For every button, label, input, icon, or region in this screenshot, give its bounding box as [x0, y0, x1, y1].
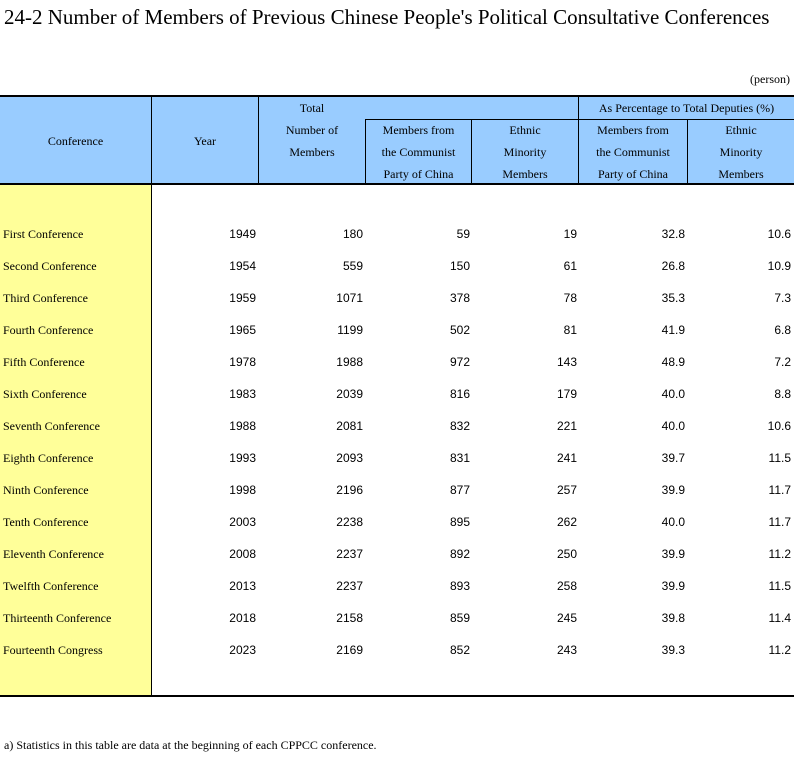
cell-ethnic: 250: [556, 547, 577, 561]
cell-year: 2008: [229, 547, 256, 561]
cell-pct-cpc: 48.9: [661, 355, 685, 369]
cell-year: 1959: [229, 291, 256, 305]
table-row: [0, 378, 794, 410]
footnote: a) Statistics in this table are data at the beginning of each CPPCC conference.: [4, 738, 377, 752]
cell-ethnic: 243: [556, 643, 577, 657]
cell-conference: Fifth Conference: [3, 355, 85, 369]
cell-pct-cpc: 40.0: [661, 515, 685, 529]
cell-year: 1993: [229, 451, 256, 465]
cell-ethnic: 19: [563, 227, 577, 241]
cell-cpc: 895: [449, 515, 470, 529]
cell-conference: Tenth Conference: [3, 515, 89, 529]
page-title: 24-2 Number of Members of Previous Chinese People's Political Consultative Conferences: [4, 5, 770, 29]
cell-ethnic: 241: [556, 451, 577, 465]
header-total-line1: Number of: [285, 123, 339, 137]
header-total-top: Total: [299, 101, 325, 115]
cell-total: 2196: [336, 483, 363, 497]
cell-pct-cpc: 39.3: [661, 643, 685, 657]
cell-pct-ethnic: 10.9: [767, 259, 791, 273]
header-pct-ethnic-line3: Members: [718, 167, 764, 181]
cell-pct-ethnic: 8.8: [774, 387, 791, 401]
cell-pct-ethnic: 7.2: [774, 355, 791, 369]
header-cpc-line3: Party of China: [383, 167, 454, 181]
cell-pct-ethnic: 11.7: [768, 483, 791, 497]
cell-conference: First Conference: [3, 227, 84, 241]
cell-year: 1954: [229, 259, 256, 273]
cell-ethnic: 81: [563, 323, 577, 337]
cell-ethnic: 257: [556, 483, 577, 497]
header-ethnic-line2: Minority: [503, 145, 547, 159]
cell-year: 2003: [229, 515, 256, 529]
cell-pct-cpc: 41.9: [661, 323, 685, 337]
cell-conference: Ninth Conference: [3, 483, 89, 497]
cell-cpc: 502: [449, 323, 470, 337]
cell-cpc: 816: [449, 387, 470, 401]
table-row: [0, 314, 794, 346]
cell-total: 1988: [336, 355, 363, 369]
cell-pct-ethnic: 11.4: [768, 611, 791, 625]
cell-cpc: 378: [449, 291, 470, 305]
cell-total: 559: [342, 259, 363, 273]
cell-cpc: 832: [449, 419, 470, 433]
cell-pct-cpc: 40.0: [661, 387, 685, 401]
cell-total: 1199: [337, 323, 363, 337]
table-row: [0, 410, 794, 442]
table-row: [0, 570, 794, 602]
cell-cpc: 150: [449, 259, 470, 273]
cell-ethnic: 258: [556, 579, 577, 593]
unit-label: (person): [750, 72, 790, 86]
header-total-line2: Members: [289, 145, 335, 159]
header-pct-group: As Percentage to Total Deputies (%): [598, 101, 775, 115]
cell-conference: Twelfth Conference: [3, 579, 99, 593]
cell-ethnic: 245: [556, 611, 577, 625]
cell-pct-cpc: 39.9: [661, 483, 685, 497]
table-row: [0, 250, 794, 282]
cell-ethnic: 179: [556, 387, 577, 401]
cell-total: 2158: [336, 611, 363, 625]
cell-year: 2018: [229, 611, 256, 625]
cell-ethnic: 143: [556, 355, 577, 369]
cell-year: 1965: [229, 323, 256, 337]
header-pct-cpc-line3: Party of China: [598, 167, 668, 181]
cell-pct-ethnic: 11.2: [768, 547, 791, 561]
cell-year: 1988: [229, 419, 256, 433]
cell-pct-ethnic: 6.8: [774, 323, 791, 337]
cell-total: 2039: [336, 387, 363, 401]
cell-pct-cpc: 39.9: [661, 547, 685, 561]
cell-conference: Thirteenth Conference: [3, 611, 112, 625]
cell-year: 1949: [229, 227, 256, 241]
cell-pct-cpc: 39.9: [661, 579, 685, 593]
cell-pct-cpc: 35.3: [661, 291, 685, 305]
cell-cpc: 852: [449, 643, 470, 657]
table-row: [0, 506, 794, 538]
table-row: [0, 602, 794, 634]
cell-total: 2237: [336, 547, 363, 561]
table-row: [0, 282, 794, 314]
header-conference: Conference: [47, 134, 104, 148]
cell-conference: Third Conference: [3, 291, 88, 305]
cell-year: 1978: [229, 355, 256, 369]
cell-total: 2081: [336, 419, 363, 433]
cell-ethnic: 61: [563, 259, 577, 273]
cell-cpc: 893: [449, 579, 470, 593]
cell-pct-ethnic: 11.5: [768, 451, 791, 465]
cell-total: 1071: [336, 291, 363, 305]
cell-cpc: 877: [449, 483, 470, 497]
cell-pct-cpc: 39.8: [661, 611, 685, 625]
header-year: Year: [193, 134, 217, 148]
cell-cpc: 831: [449, 451, 470, 465]
cell-pct-ethnic: 11.2: [768, 643, 791, 657]
header-ethnic-line1: Ethnic: [509, 123, 541, 137]
cell-total: 2238: [336, 515, 363, 529]
cell-ethnic: 78: [563, 291, 577, 305]
cell-pct-cpc: 32.8: [661, 227, 685, 241]
table-row: [0, 474, 794, 506]
cell-pct-cpc: 40.0: [661, 419, 685, 433]
cell-year: 2013: [229, 579, 256, 593]
cell-cpc: 972: [449, 355, 470, 369]
cell-conference: Fourth Conference: [3, 323, 94, 337]
cell-cpc: 859: [449, 611, 470, 625]
cell-pct-ethnic: 10.6: [767, 419, 791, 433]
cell-year: 1983: [229, 387, 256, 401]
header-pct-cpc-line2: the Communist: [596, 145, 670, 159]
header-cpc-line1: Members from: [382, 123, 455, 137]
cell-conference: Sixth Conference: [3, 387, 87, 401]
cell-total: 2237: [336, 579, 363, 593]
cell-year: 1998: [229, 483, 256, 497]
table-row: [0, 634, 794, 666]
cell-conference: Eleventh Conference: [3, 547, 104, 561]
cell-conference: Eighth Conference: [3, 451, 94, 465]
cell-pct-ethnic: 7.3: [774, 291, 791, 305]
cell-total: 2093: [336, 451, 363, 465]
cell-total: 2169: [336, 643, 363, 657]
cell-cpc: 59: [456, 227, 470, 241]
header-pct-cpc-line1: Members from: [597, 123, 669, 137]
cell-ethnic: 221: [556, 419, 577, 433]
table-row: [0, 538, 794, 570]
cell-cpc: 892: [449, 547, 470, 561]
cell-conference: Second Conference: [3, 259, 97, 273]
header-pct-ethnic-line1: Ethnic: [725, 123, 757, 137]
cell-total: 180: [342, 227, 363, 241]
cell-pct-ethnic: 11.5: [768, 579, 791, 593]
header-pct-ethnic-line2: Minority: [719, 145, 763, 159]
cell-ethnic: 262: [556, 515, 577, 529]
header-cpc-line2: the Communist: [381, 145, 456, 159]
header-ethnic-line3: Members: [502, 167, 548, 181]
table-row: [0, 346, 794, 378]
table-row: [0, 442, 794, 474]
cell-pct-cpc: 39.7: [661, 451, 685, 465]
cell-pct-ethnic: 11.7: [768, 515, 791, 529]
cell-pct-cpc: 26.8: [661, 259, 685, 273]
cell-pct-ethnic: 10.6: [767, 227, 791, 241]
bottom-rule: [0, 695, 794, 697]
cell-year: 2023: [229, 643, 256, 657]
table-row: [0, 218, 794, 250]
cell-conference: Seventh Conference: [3, 419, 100, 433]
cell-conference: Fourteenth Congress: [3, 643, 103, 657]
